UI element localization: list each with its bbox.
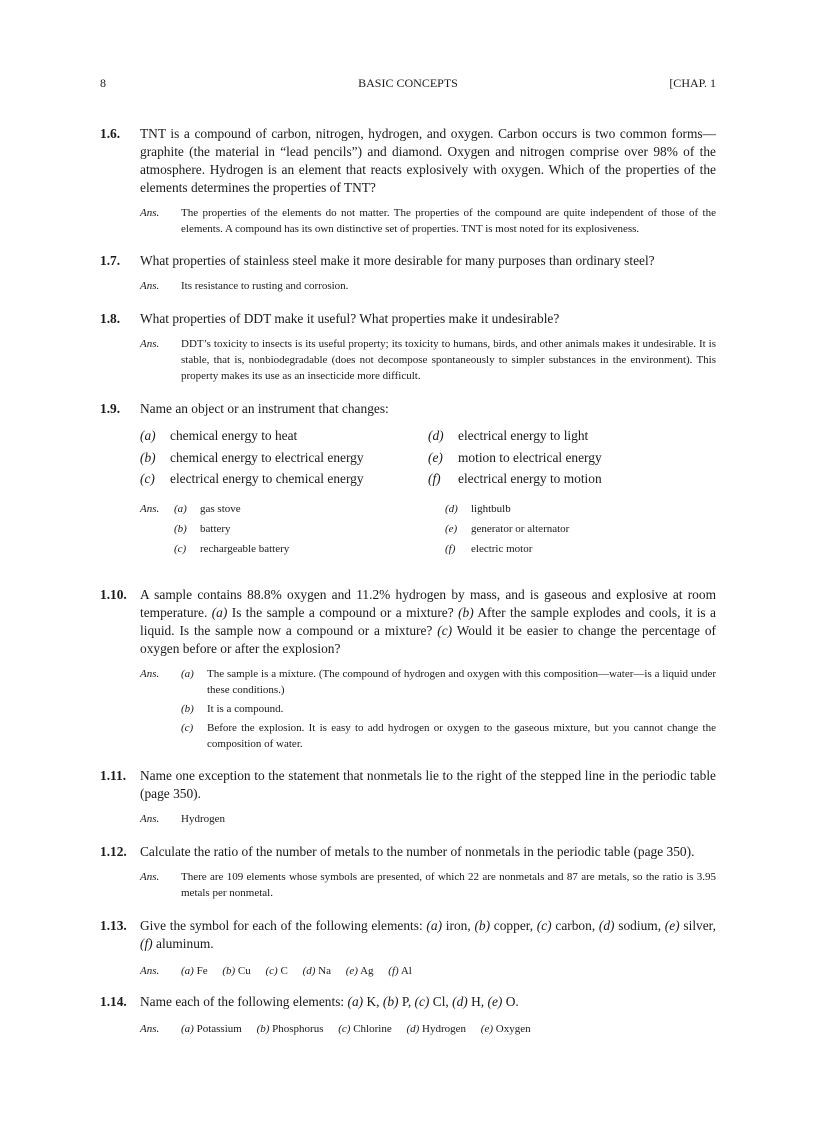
answer-row [174,519,716,539]
item-letter: (d) [598,918,615,933]
answer-item [174,499,445,519]
item-letter: (d) [452,994,468,1009]
problem-1-6 [100,125,716,237]
answer-item [174,539,445,559]
answer-item [445,519,716,539]
problem-number: 1.13. [100,918,127,933]
item-text: aluminum. [156,936,214,951]
option-text: electrical energy to motion [458,471,602,486]
answer-item [222,965,250,977]
answer-text: There are 109 elements whose symbols are presented, of which 22 are nonmetals and 87 are metals, so the ratio is 3.95 metals per nonmetal. [181,871,716,899]
answer-letter: (d) [445,502,458,515]
item-text: copper, [493,918,534,933]
answer-letter: (f) [445,542,456,555]
question-part: After the sample explodes and cools, it is a liquid. Is the sample now a compound or a mixture? [140,605,716,638]
item-letter: (b) [382,994,399,1009]
answer-item [445,499,716,519]
problem-1-10 [100,586,716,752]
problem-number: 1.7. [100,253,121,268]
answer-text: Oxygen [495,1023,531,1035]
answer-text: It is a compound. [207,703,284,715]
question-text: What properties of DDT make it useful? What properties make it undesirable? [140,311,560,326]
answer-letter: (c) [338,1023,351,1035]
option-item [140,425,428,447]
answer-label: Ans. [140,668,160,680]
answer-row [174,539,716,559]
page-header [100,76,716,92]
option-row [140,468,716,490]
option-text: electrical energy to chemical energy [170,471,364,486]
option-text: electrical energy to light [458,428,589,443]
question-part: Is the sample a compound or a mixture? [231,605,454,620]
answer-grid [174,499,716,559]
answer-list [181,666,716,752]
question-text: What properties of stainless steel make it more desirable for many purposes than ordinary steel? [140,253,655,268]
problem-1-11 [100,767,716,827]
item-letter: (b) [474,918,491,933]
question-text [140,586,716,658]
problem-1-7 [100,252,716,294]
item-text: O. [505,994,519,1009]
answer-letter: (d) [406,1023,420,1035]
answer-label: Ans. [140,280,160,292]
answer-letter: (b) [256,1023,270,1035]
item-text: silver, [683,918,716,933]
answer-item [181,666,716,698]
answer-item [266,965,288,977]
option-letter: (f) [428,471,441,486]
question-part: Would it be easier to change the percentage of oxygen before or after the explosion? [140,623,716,656]
problem-number: 1.8. [100,311,121,326]
question-text: Name one exception to the statement that nonmetals lie to the right of the stepped line in the periodic table (page 350). [140,768,716,801]
answer-text: Cu [237,965,251,977]
option-item [140,447,428,469]
question-text [140,917,716,953]
problem-number: 1.10. [100,587,127,602]
option-item [428,425,716,447]
answer-letter: (c) [265,965,278,977]
question-text: Name an object or an instrument that changes: [140,401,389,416]
answer-item [481,1023,531,1035]
item-text: sodium, [618,918,662,933]
item-letter: (a) [426,918,443,933]
answer-text: Hydrogen [422,1023,467,1035]
answer-item [346,965,374,977]
page-number: 8 [100,76,106,90]
question-text: Calculate the ratio of the number of metals to the number of nonmetals in the periodic table (page 350). [140,844,695,859]
part-letter: (a) [211,605,228,620]
answer-inline-list [181,963,716,979]
answer [140,499,716,559]
answer-text: Chlorine [353,1023,392,1035]
problem-1-13 [100,917,716,979]
answer-text: Hydrogen [181,813,225,825]
answer-letter: (f) [388,965,399,977]
answer-item [445,539,716,559]
answer-letter: (c) [174,542,187,555]
answer-item [303,965,331,977]
option-letter: (c) [140,471,155,486]
item-text: carbon, [555,918,596,933]
question-part: Give the symbol for each of the following elements: [140,918,423,933]
item-letter: (e) [664,918,680,933]
answer-row [174,499,716,519]
option-text: motion to electrical energy [458,449,602,465]
answer-letter: (a) [174,502,187,515]
answer [140,811,716,827]
option-letter: (e) [428,449,443,465]
problem-number: 1.11. [100,768,127,783]
answer-text: Na [318,965,331,977]
answer [140,205,716,237]
answer-letter: (b) [181,703,194,715]
item-letter: (c) [536,918,552,933]
answer-text: lightbulb [471,502,511,515]
answer-letter: (a) [181,965,194,977]
problem-number: 1.14. [100,994,127,1009]
question-part: A sample contains 88.8% oxygen and 11.2% hydrogen by mass, and is gaseous and explosive at room temperature. [140,587,716,620]
answer-letter: (d) [302,965,316,977]
answer-text: generator or alternator [471,522,570,535]
item-text: P, [401,994,412,1009]
answer-text: battery [200,522,231,535]
answer-text: Ag [360,965,374,977]
answer-text: rechargeable battery [200,542,290,555]
option-row [140,425,716,447]
item-text: Cl, [432,994,449,1009]
answer-text: The sample is a mixture. (The compound of hydrogen and oxygen with this composition—water—is a liquid under these conditions.) [207,668,716,696]
answer [140,1021,716,1037]
part-letter: (c) [437,623,453,638]
option-text: chemical energy to electrical energy [170,449,364,465]
answer-letter: (e) [345,965,358,977]
answer-label: Ans. [140,965,160,977]
item-letter: (a) [347,994,364,1009]
answer-label: Ans. [140,338,160,350]
answer-letter: (e) [445,522,458,535]
problem-number: 1.9. [100,401,121,416]
answer-letter: (e) [480,1023,493,1035]
answer-item [388,965,412,977]
question-part: Name each of the following elements: [140,994,345,1009]
answer-item [338,1023,391,1035]
part-letter: (b) [458,605,474,620]
answer [140,963,716,979]
answer-text: The properties of the elements do not matter. The properties of the compound are quite independent of those of the elements. A compound has its own distinctive set of properties. TNT is most noted for its explosiveness. [181,207,716,235]
item-text: H, [471,994,485,1009]
answer-label: Ans. [140,1023,160,1035]
option-letter: (a) [140,428,156,443]
answer-letter: (b) [174,522,187,535]
answer-item [181,1023,242,1035]
item-letter: (c) [414,994,430,1009]
option-item [428,447,716,469]
answer-text: C [280,965,288,977]
answer-text: Before the explosion. It is easy to add hydrogen or oxygen to the gaseous mixture, but you cannot change the composition of water. [207,722,716,750]
answer [140,666,716,752]
answer-text: Fe [196,965,208,977]
answer-item [257,1023,324,1035]
item-text: K, [366,994,380,1009]
answer-item [174,519,445,539]
answer-item [406,1023,466,1035]
answer-inline-list [181,1021,716,1037]
answer-text: electric motor [471,542,533,555]
option-item [140,468,428,490]
chapter-label: [CHAP. 1 [669,76,716,90]
answer-label: Ans. [140,871,160,883]
answer [140,869,716,901]
problem-1-9 [100,400,716,559]
answer-letter: (a) [181,668,194,680]
answer-text: Potassium [196,1023,242,1035]
answer-text: Phosphorus [272,1023,324,1035]
answer-text: gas stove [200,502,241,515]
option-item [428,468,716,490]
option-row [140,447,716,469]
answer-label: Ans. [140,813,160,825]
problem-number: 1.6. [100,126,121,141]
answer [140,336,716,384]
answer-text: Its resistance to rusting and corrosion. [181,280,349,292]
answer-label: Ans. [140,502,160,515]
question-text [140,993,716,1011]
options-list [140,425,716,490]
question-text: TNT is a compound of carbon, nitrogen, hydrogen, and oxygen. Carbon occurs is two common forms—graphite (the material in “lead pencils”) and diamond. Oxygen and nitrogen comprise over 98% of the atmosphere. Hydrogen is an element that reacts explosively with oxygen. Which of the properties of the elements determines the properties of TNT? [140,126,716,195]
item-letter: (f) [140,936,153,951]
running-title: BASIC CONCEPTS [358,76,458,90]
problem-1-8 [100,310,716,384]
answer-item [181,701,716,717]
problem-1-14 [100,993,716,1037]
problem-number: 1.12. [100,844,127,859]
answer-text: DDT’s toxicity to insects is its useful property; its toxicity to humans, birds, and other animals makes it undesirable. It is stable, that is, nonbiodegradable (does not decompose spontaneously to simpler substances in the environment). This property makes its use as an insecticide more difficult. [181,338,716,382]
option-letter: (d) [428,428,444,443]
answer-letter: (b) [222,965,236,977]
answer-item [181,720,716,752]
answer-letter: (a) [181,1023,194,1035]
item-letter: (e) [487,994,503,1009]
answer-label: Ans. [140,207,160,219]
problem-1-12 [100,843,716,901]
answer [140,278,716,294]
answer-letter: (c) [181,722,194,734]
item-text: iron, [445,918,471,933]
option-letter: (b) [140,449,156,465]
option-text: chemical energy to heat [170,428,298,443]
answer-item [181,965,208,977]
answer-text: Al [400,965,412,977]
